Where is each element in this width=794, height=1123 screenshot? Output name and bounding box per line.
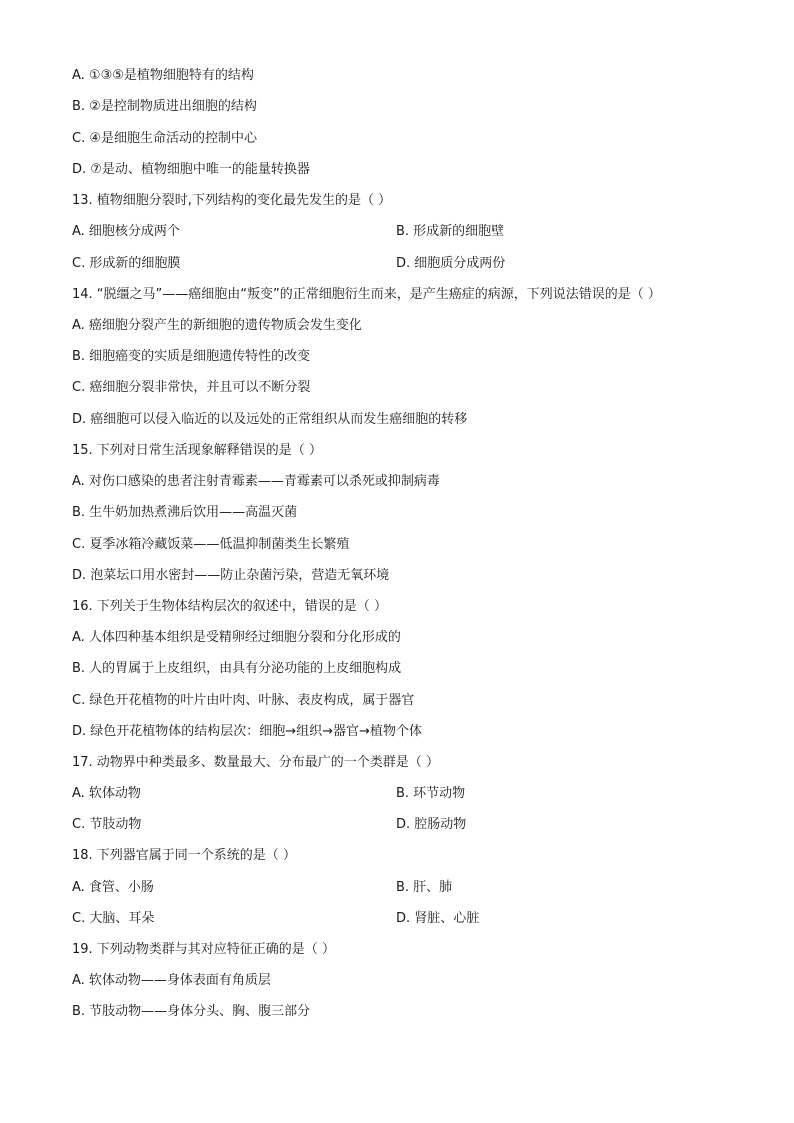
question-14-option-d: D. 癌细胞可以侵入临近的以及远处的正常组织从而发生癌细胞的转移	[72, 412, 468, 427]
question-17-stem: 17. 动物界中种类最多、数量最大、分布最广的一个类群是（ ）	[72, 755, 439, 770]
question-16-stem: 16. 下列关于生物体结构层次的叙述中，错误的是（ ）	[72, 599, 387, 614]
question-18-option-d: D. 肾脏、心脏	[396, 911, 480, 926]
question-18-stem: 18. 下列器官属于同一个系统的是（ ）	[72, 848, 296, 863]
option-c: C. ④是细胞生命活动的控制中心	[72, 131, 257, 146]
question-15-option-c: C. 夏季冰箱冷藏饭菜——低温抑制菌类生长繁殖	[72, 537, 350, 552]
question-14-option-c: C. 癌细胞分裂非常快，并且可以不断分裂	[72, 380, 311, 395]
question-14-stem: 14. “脱缰之马”——癌细胞由“叛变”的正常细胞衍生而来，是产生癌症的病源，下列说法错误的是（ ）	[72, 287, 661, 302]
question-18-option-a: A. 食管、小肠	[72, 880, 154, 895]
question-19-option-b: B. 节肢动物——身体分头、胸、腹三部分	[72, 1004, 311, 1019]
question-16-option-b: B. 人的胃属于上皮组织，由具有分泌功能的上皮细胞构成	[72, 661, 402, 676]
option-d: D. ⑦是动、植物细胞中唯一的能量转换器	[72, 162, 310, 177]
question-14-option-b: B. 细胞癌变的实质是细胞遗传特性的改变	[72, 349, 311, 364]
question-13-option-b: B. 形成新的细胞壁	[396, 224, 505, 239]
question-19-option-a: A. 软体动物——身体表面有角质层	[72, 973, 271, 988]
question-17-option-c: C. 节肢动物	[72, 817, 142, 832]
option-a: A. ①③⑤是植物细胞特有的结构	[72, 68, 254, 83]
question-13-option-d: D. 细胞质分成两份	[396, 256, 506, 271]
question-15-option-b: B. 生牛奶加热煮沸后饮用——高温灭菌	[72, 505, 298, 520]
question-13-stem: 13. 植物细胞分裂时,下列结构的变化最先发生的是（ ）	[72, 193, 392, 208]
question-16-option-a: A. 人体四种基本组织是受精卵经过细胞分裂和分化形成的	[72, 630, 401, 645]
question-17-option-a: A. 软体动物	[72, 786, 141, 801]
question-13-option-c: C. 形成新的细胞膜	[72, 256, 181, 271]
question-17-option-d: D. 腔肠动物	[396, 817, 467, 832]
question-15-option-a: A. 对伤口感染的患者注射青霉素——青霉素可以杀死或抑制病毒	[72, 474, 440, 489]
question-19-stem: 19. 下列动物类群与其对应特征正确的是（ ）	[72, 942, 335, 957]
option-b: B. ②是控制物质进出细胞的结构	[72, 99, 257, 114]
question-16-option-c: C. 绿色开花植物的叶片由叶肉、叶脉、表皮构成，属于器官	[72, 693, 415, 708]
question-17-option-b: B. 环节动物	[396, 786, 466, 801]
question-14-option-a: A. 癌细胞分裂产生的新细胞的遗传物质会发生变化	[72, 318, 362, 333]
question-15-option-d: D. 泡菜坛口用水密封——防止杂菌污染，营造无氧环境	[72, 568, 390, 583]
question-15-stem: 15. 下列对日常生活现象解释错误的是（ ）	[72, 443, 322, 458]
question-16-option-d: D. 绿色开花植物体的结构层次：细胞→组织→器官→植物个体	[72, 724, 422, 739]
question-13-option-a: A. 细胞核分成两个	[72, 224, 180, 239]
question-18-option-c: C. 大脑、耳朵	[72, 911, 155, 926]
question-18-option-b: B. 肝、肺	[396, 880, 453, 895]
